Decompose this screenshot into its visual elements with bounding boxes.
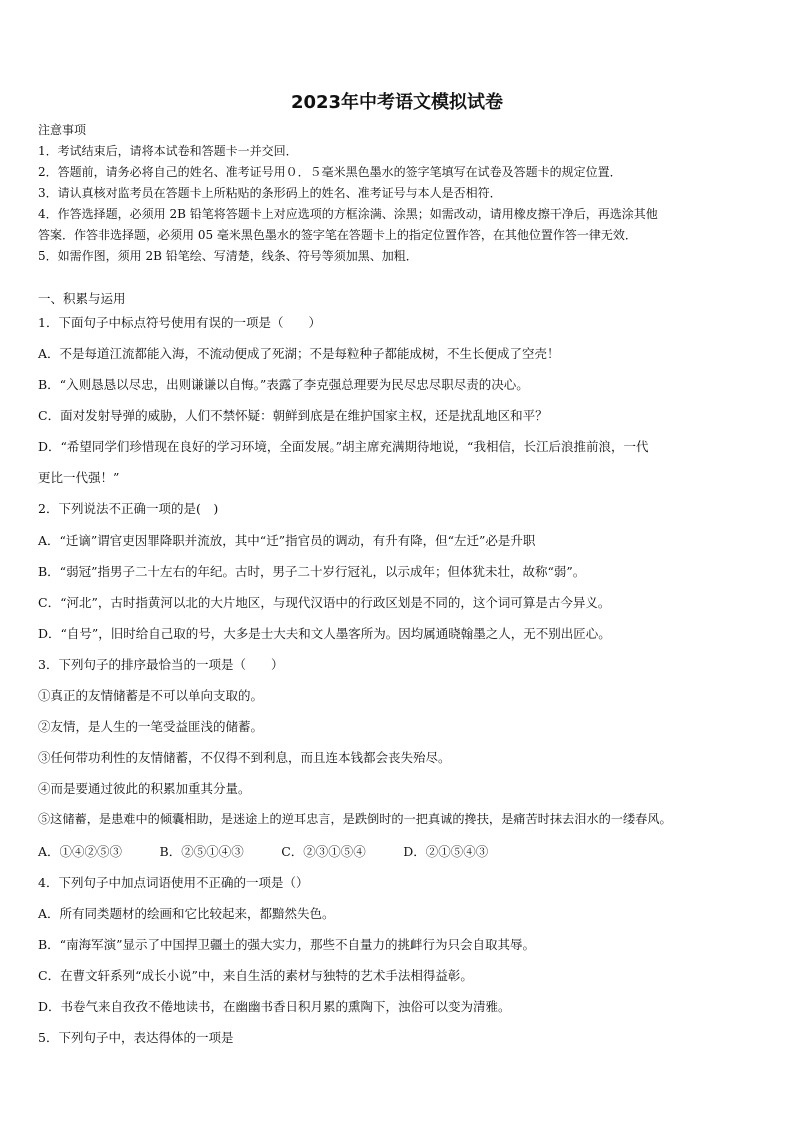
question-stem: 2．下列说法不正确一项的是( ) [38,501,219,516]
question-stem: 4．下列句子中加点词语使用不正确的一项是（） [38,875,309,890]
option-d: D．“希望同学们珍惜现在良好的学习环境，全面发展。”胡主席充满期待地说，“我相信，长江后浪推前浪，一代 [38,439,649,454]
option-b: B．“南海军演”显示了中国捍卫疆土的强大实力，那些不自量力的挑衅行为只会自取其辱。 [38,937,535,952]
notice-item: 1．考试结束后，请将本试卷和答题卡一并交回． [38,144,298,158]
notice-item: 2．答题前，请务必将自己的姓名、准考证号用０．５毫米黑色墨水的签字笔填写在试卷及答题卡的规定位置． [38,165,622,179]
option-c: C．“河北”，古时指黄河以北的大片地区，与现代汉语中的行政区划是不同的，这个词可算是古今异义。 [38,595,611,610]
notice-item: 答案．作答非选择题，必须用 05 毫米黑色墨水的签字笔在答题卡上的指定位置作答，在其他位置作答一律无效． [38,228,637,242]
sentence: ②友情，是人生的一笔受益匪浅的储蓄。 [38,719,264,734]
option-b: B．“入则恳恳以尽忠，出则谦谦以自悔。”表露了李克强总理要为民尽忠尽职尽责的决心。 [38,377,529,392]
option-a: A．所有同类题材的绘画和它比较起来，都黯然失色。 [38,906,335,921]
option-b: B．“弱冠”指男子二十左右的年纪。古时，男子二十岁行冠礼，以示成年；但体犹未壮，故称“弱”。 [38,564,586,579]
option-a: A．不是每道江流都能入海，不流动便成了死湖；不是每粒种子都能成树，不生长便成了空壳！ [38,346,560,361]
sentence: ④而是要通过彼此的积累加重其分量。 [38,781,251,796]
option-d: D．书卷气来自孜孜不倦地读书，在幽幽书香日积月累的熏陶下，浊俗可以变为清雅。 [38,999,511,1014]
option-c: C．面对发射导弹的威胁，人们不禁怀疑：朝鲜到底是在维护国家主权，还是扰乱地区和平？ [38,408,548,423]
option-a: A．“迁谪”谓官吏因罪降职并流放，其中“迁”指官员的调动，有升有降，但“左迁”必是升职 [38,533,536,548]
option-d-continued: 更比一代强！” [38,470,120,485]
notice-item: 5．如需作图，须用 2B 铅笔绘、写清楚，线条、符号等须加黑、加粗． [38,249,418,263]
notice-item: 3．请认真核对监考员在答题卡上所粘贴的条形码上的姓名、准考证号与本人是否相符． [38,186,502,200]
question-stem: 3．下列句子的排序最恰当的一项是（ ） [38,657,284,672]
option-c: C．在曹文轩系列“成长小说”中，来自生活的素材与独特的艺术手法相得益彰。 [38,968,473,983]
question-stem: 5．下列句子中，表达得体的一项是 [38,1030,234,1045]
page-title: 2023年中考语文模拟试卷 [290,92,504,113]
option-d: D．“自号”，旧时给自己取的号，大多是士大夫和文人墨客所为。因均属通晓翰墨之人，无不别出匠心。 [38,626,611,641]
sentence: ③任何带功利性的友情储蓄，不仅得不到利息，而且连本钱都会丧失殆尽。 [38,750,451,765]
notice-heading: 注意事项 [38,123,87,137]
section-heading: 一、积累与运用 [38,291,126,306]
sentence: ⑤这储蓄，是患难中的倾囊相助，是迷途上的逆耳忠言，是跌倒时的一把真诚的搀扶，是痛苦时抹去泪水的一缕春风。 [38,812,672,826]
answer-options: A．①④②⑤③ B．②⑤①④③ C．②③①⑤④ D．②①⑤④③ [38,844,489,859]
question-stem: 1．下面句子中标点符号使用有误的一项是（ ） [38,315,321,330]
notice-item: 4．作答选择题，必须用 2B 铅笔将答题卡上对应选项的方框涂满、涂黑；如需改动，请用橡皮擦干净后，再选涂其他 [38,207,658,221]
sentence: ①真正的友情储蓄是不可以单向支取的。 [38,688,264,703]
